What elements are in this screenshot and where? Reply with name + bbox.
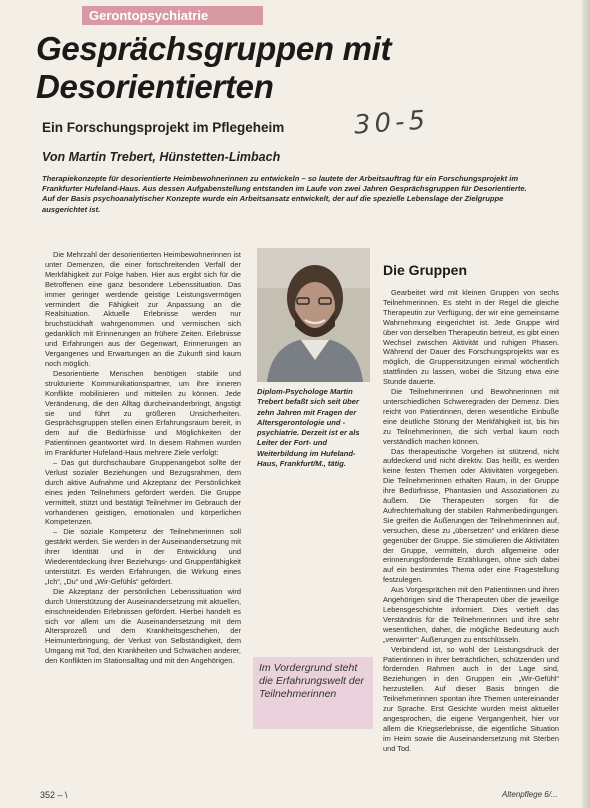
title-line-2: Desorientierten bbox=[36, 68, 274, 105]
col1-paragraph: Desorientierte Menschen benötigen stabile und strukturierte Kommunikationspartner, um ihre inneren Konflikte mobilisieren und mitteilen zu können. Jede Veränderung, die den Alltag durcheinanderbringt, ängstigt sie und führt zu größeren Unsicherheiten. Gesprächsgruppen stellen einen Erfahrungsraum bereit, in dem auf die Bedürfnisse und Möglichkeiten der Patientinnen geantwortet wird. In diesem Rahmen wurden im Frankfurter Hufeland-Haus mehrere Ziele verfolgt: bbox=[45, 368, 241, 458]
col1-paragraph: – Die soziale Kompetenz der Teilnehmerinnen soll gestärkt werden. Sie werden in der Auseinandersetzung mit ihrer Identität und in der Entwicklung und Wiederentdeckung ihrer Beziehungs- und Gruppenfähigkeit unterstützt. Es werden Erfahrungen, die Wirkung eines „Ich“, „Du“ und „Wir-Gefühls“ gefördert. bbox=[45, 527, 241, 586]
portrait-image bbox=[257, 248, 370, 382]
article-subtitle: Ein Forschungsprojekt im Pflegeheim bbox=[42, 120, 285, 135]
column-1 bbox=[45, 250, 241, 666]
col1-paragraph: Die Akzeptanz der persönlichen Lebenssituation wird durch Unterstützung der Auseinandersetzung mit aktuellen, einschneidenden Erlebnissen gefördert. Hierbei handelt es sich vor allem um die Auseinandersetzung mit dem Altersprozeß und dem Krankheitsgeschehen, der Heimunterbringung, der Verlust von Selbständigkeit, dem Umgang mit Tod, den Krankheiten und Schwächen anderer, den Konflikten im Stationsalltag und mit den Angehörigen. bbox=[45, 586, 241, 666]
lead-paragraph: Therapiekonzepte für desorientierte Heimbewohnerinnen zu entwickeln – so lautete der Arbeitsauftrag für ein Forschungsprojekt im Frankfurter Hufeland-Haus. Aus dessen Aufgabenstellung entstanden im Laufe von zwei Jahren Gesprächsgruppen für Desorientierte. Auf der Basis psychoanalytischer Konzepte wurde ein Arbeitsansatz entwickelt, der auf die spezielle Lebenslage der Zielgruppe ausgerichtet ist. bbox=[42, 174, 527, 214]
section-heading: Die Gruppen bbox=[383, 262, 468, 278]
col3-paragraph: Das therapeutische Vorgehen ist stützend, nicht aufdeckend und nicht direktiv. Das heißt, es werden keine festen Themen oder Aktivitäten vorgegeben. Die Teilnehmerinnen erhalten Raum, in der Gruppe ihre Bedürfnisse, Phantasien und Assoziationen zu äußern. Die Therapeuten sorgen für die Aufrechterhaltung der stabilen Rahmenbedingungen. Sie greifen die Äußerungen der Teilnehmerinnen auf, versuchen, diese zu „übersetzen“ und erklären diese gegenüber der Gruppe. Sie stimulieren die Aktivitäten der Gruppe, vermitteln, durch allgemeine oder erinnerungsfördernde Erzählungen, ohne sich dabei auf ein bestimmtes Thema oder eine Fragestellung festzulegen. bbox=[383, 446, 559, 585]
journal-footer: Altenpflege 6/... bbox=[502, 790, 558, 799]
col3-paragraph: Verbindend ist, so wohl der Leistungsdruck der Patientinnen in ihrer beträchtlichen, schützenden und fördernden Rahmen auch in der Lage sind, Beziehungen in den Gruppen ein „Wir-Gefühl“ herzustellen. Auf dieser Basis bringen die Teilnehmerinnen spontan ihre Themen untereinander zur Sprache. Erst Gesichte wurden meist aktueller angesprochen, die eigene Vergangenheit, hier vor allem die Kriegserlebnisse, die eigentliche Situation im Heim sowie die Auseinandersetzung mit Sterben und Tod. bbox=[383, 644, 559, 753]
author-line: Von Martin Trebert, Hünstetten-Limbach bbox=[42, 150, 281, 164]
col3-paragraph: Gearbeitet wird mit kleinen Gruppen von sechs Teilnehmerinnen. Es steht in der Regel die gleiche Therapeutin zur Verfügung, der wir eine gemeinsame Wahrnehmung eingerichtet ist. Jede Gruppe wird über von derselben Therapeutin betreut, es gibt einen Wechsel zwischen Aktivität und ruhigen Phasen. Während der Dauer des Forschungsprojekts war es möglich, die Gruppensitzungen einmal wöchentlich stattfinden zu lassen, wobei die Sitzung etwa eine Stunde dauerte. bbox=[383, 288, 559, 387]
author-photo bbox=[257, 248, 370, 382]
handwritten-annotation: 30-5 bbox=[353, 105, 430, 141]
photo-caption: Diplom-Psychologe Martin Trebert befaßt sich seit über zehn Jahren mit Fragen der Altersgerontologie und -psychiatrie. Derzeit ist er als Leiter der Fort- und Weiterbildung im Hufeland-Haus, Frankfurt/M., tätig. bbox=[257, 387, 360, 469]
section-rubric: Gerontopsychiatrie bbox=[82, 6, 263, 25]
col1-paragraph: – Das gut durchschaubare Gruppenangebot sollte der Verlust sozialer Beziehungen und Bezugsrahmen, dem durch aktive Aufnahme und Akzeptanz der Persönlichkeit eines jeden Teilnehmers gefördert werden. Die Gruppe vermittelt, stützt und bestätigt Teilnehmer im Gebrauch der vorhandenen geistigen, emotionalen und körperlichen Kompetenzen. bbox=[45, 458, 241, 527]
page-edge-shadow bbox=[582, 0, 590, 808]
col3-paragraph: Aus Vorgesprächen mit den Patientinnen und ihren Angehörigen sind die Therapeuten über die jeweilige Lebensgeschichte informiert. Dies vertieft das Verständnis für die Teilnehmerinnen und ihre sehr wesentlichen, daher, die mögliche Bedeutung auch „verwirrter“ Äußerungen zu entschlüsseln. bbox=[383, 585, 559, 644]
column-3 bbox=[383, 288, 559, 754]
article-title bbox=[36, 30, 556, 106]
col1-paragraph: Die Mehrzahl der desorientierten Heimbewohnerinnen ist unter Demenzen, die einer fortschreitenden Verfall der Merkfähigkeit zur Folge haben. Hier aus ergibt sich für die Betroffenen eine ganz besondere Lebenssituation. Das immer geringer werdende geistige Leistungsvermögen vermindert die Fähigkeit zur Anpassung an die Realsituation. Aktuelle Erlebnisse werden nur bruchstückhaft wahrgenommen und vermischen sich gedanklich mit Erinnerungen an frühere Zeiten. Erlebnisse und Erfahrungen aus der Gegenwart, Erinnerungen an Vergangenes und Erwartungen an die Zukunft sind kaum noch möglich. bbox=[45, 250, 241, 368]
pull-quote: Im Vordergrund steht die Erfahrungswelt der Teilnehmerinnen bbox=[253, 657, 373, 729]
page-number: 352 – \ bbox=[40, 790, 68, 800]
title-line-1: Gesprächsgruppen mit bbox=[36, 30, 392, 67]
col3-paragraph: Die Teilnehmerinnen und Bewohnerinnen mit unterschiedlichen Schweregraden der Demenz. Dies reicht von Patientinnen, deren wesentliche Einbuße eine deutliche Störung der Merkfähigkeit ist, bis hin zu Teilnehmerinnen, die sich verbal kaum noch verständlich machen können. bbox=[383, 387, 559, 446]
